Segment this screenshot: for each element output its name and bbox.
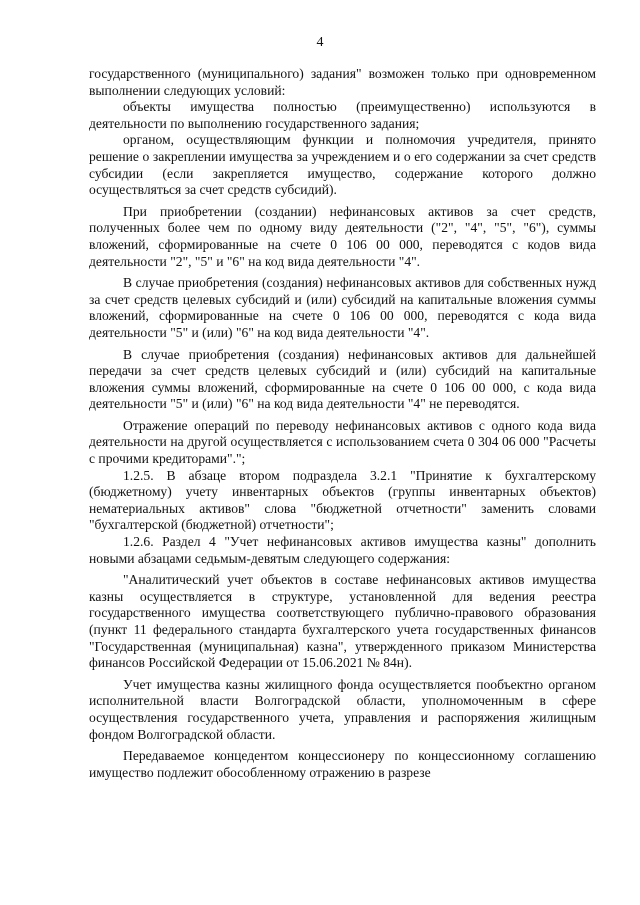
paragraph-item-1-2-5: 1.2.5. В абзаце втором подраздела 3.2.1 "Принятие к бухгалтерскому (бюджетному) учету инвентарных объектов (группы инвентарных объектов) нематериальных активов" слова "бюджетной отчетности" заменить словами "бухгалтерской (бюджетной) отчетности"; — [89, 467, 596, 533]
document-body — [89, 66, 596, 781]
paragraph-condition-1: объекты имущества полностью (преимущественно) используются в деятельности по выполнению государственного задания; — [89, 99, 596, 131]
paragraph-analytical-accounting: "Аналитический учет объектов в составе нефинансовых активов имущества казны осуществляется в структуре, установленной для ведения реестра государственного имущества соответствующего публично-правового образования (пункт 11 федерального стандарта бухгалтерского учета государственных финансов "Государственная (муниципальная) казна", утвержденного приказом Министерства финансов Российской Федерации от 15.06.2021 № 84н). — [89, 572, 596, 671]
paragraph-item-1-2-6: 1.2.6. Раздел 4 "Учет нефинансовых активов имущества казны" дополнить новыми абзацами седьмым-девятым следующего содержания: — [89, 534, 596, 566]
paragraph-acquisition-multiple: При приобретении (создании) нефинансовых активов за счет средств, полученных более чем по одному виду деятельности ("2", "4", "5", "6"), суммы вложений, сформированные на счете 0 106 00 000, переводятся с кодов вида деятельности "2", "5" и "6" на код вида деятельности "4". — [89, 203, 596, 269]
paragraph-own-needs: В случае приобретения (создания) нефинансовых активов для собственных нужд за счет средств целевых субсидий и (или) субсидий на капитальные вложения суммы вложений, сформированные на счете 0 106 00 000, переводятся с кода вида деятельности "5" и (или) "6" на код вида деятельности "4". — [89, 275, 596, 340]
paragraph-transfer: В случае приобретения (создания) нефинансовых активов для дальнейшей передачи за счет средств целевых субсидий и (или) субсидий на капитальные вложения суммы вложений, сформированные на счете 0 106 00 000, с кода вида деятельности "5" и (или) "6" на код вида деятельности "4" не переводятся. — [89, 346, 596, 412]
paragraph-housing-fund: Учет имущества казны жилищного фонда осуществляется пообъектно органом исполнительной власти Волгоградской области, уполномоченным в сфере осуществления государственного учета, управления и распоряжения жилищным фондом Волгоградской области. — [89, 676, 596, 742]
paragraph-reflection: Отражение операций по переводу нефинансовых активов с одного кода вида деятельности на другой осуществляется с использованием счета 0 304 06 000 "Расчеты с прочими кредиторами"."; — [89, 417, 596, 467]
page-number: 4 — [316, 35, 324, 50]
paragraph-concession: Передаваемое концедентом концессионеру по концессионному соглашению имущество подлежит обособленному отражению в разрезе — [89, 748, 596, 780]
paragraph-condition-2: органом, осуществляющим функции и полномочия учредителя, принято решение о закреплении имущества за учреждением и о его содержании за счет средств субсидии (если закрепляется имущество, содержание которого должно осуществляться за счет средств субсидий). — [89, 132, 596, 198]
paragraph-continuation: государственного (муниципального) задания" возможен только при одновременном выполнении следующих условий: — [89, 66, 596, 98]
